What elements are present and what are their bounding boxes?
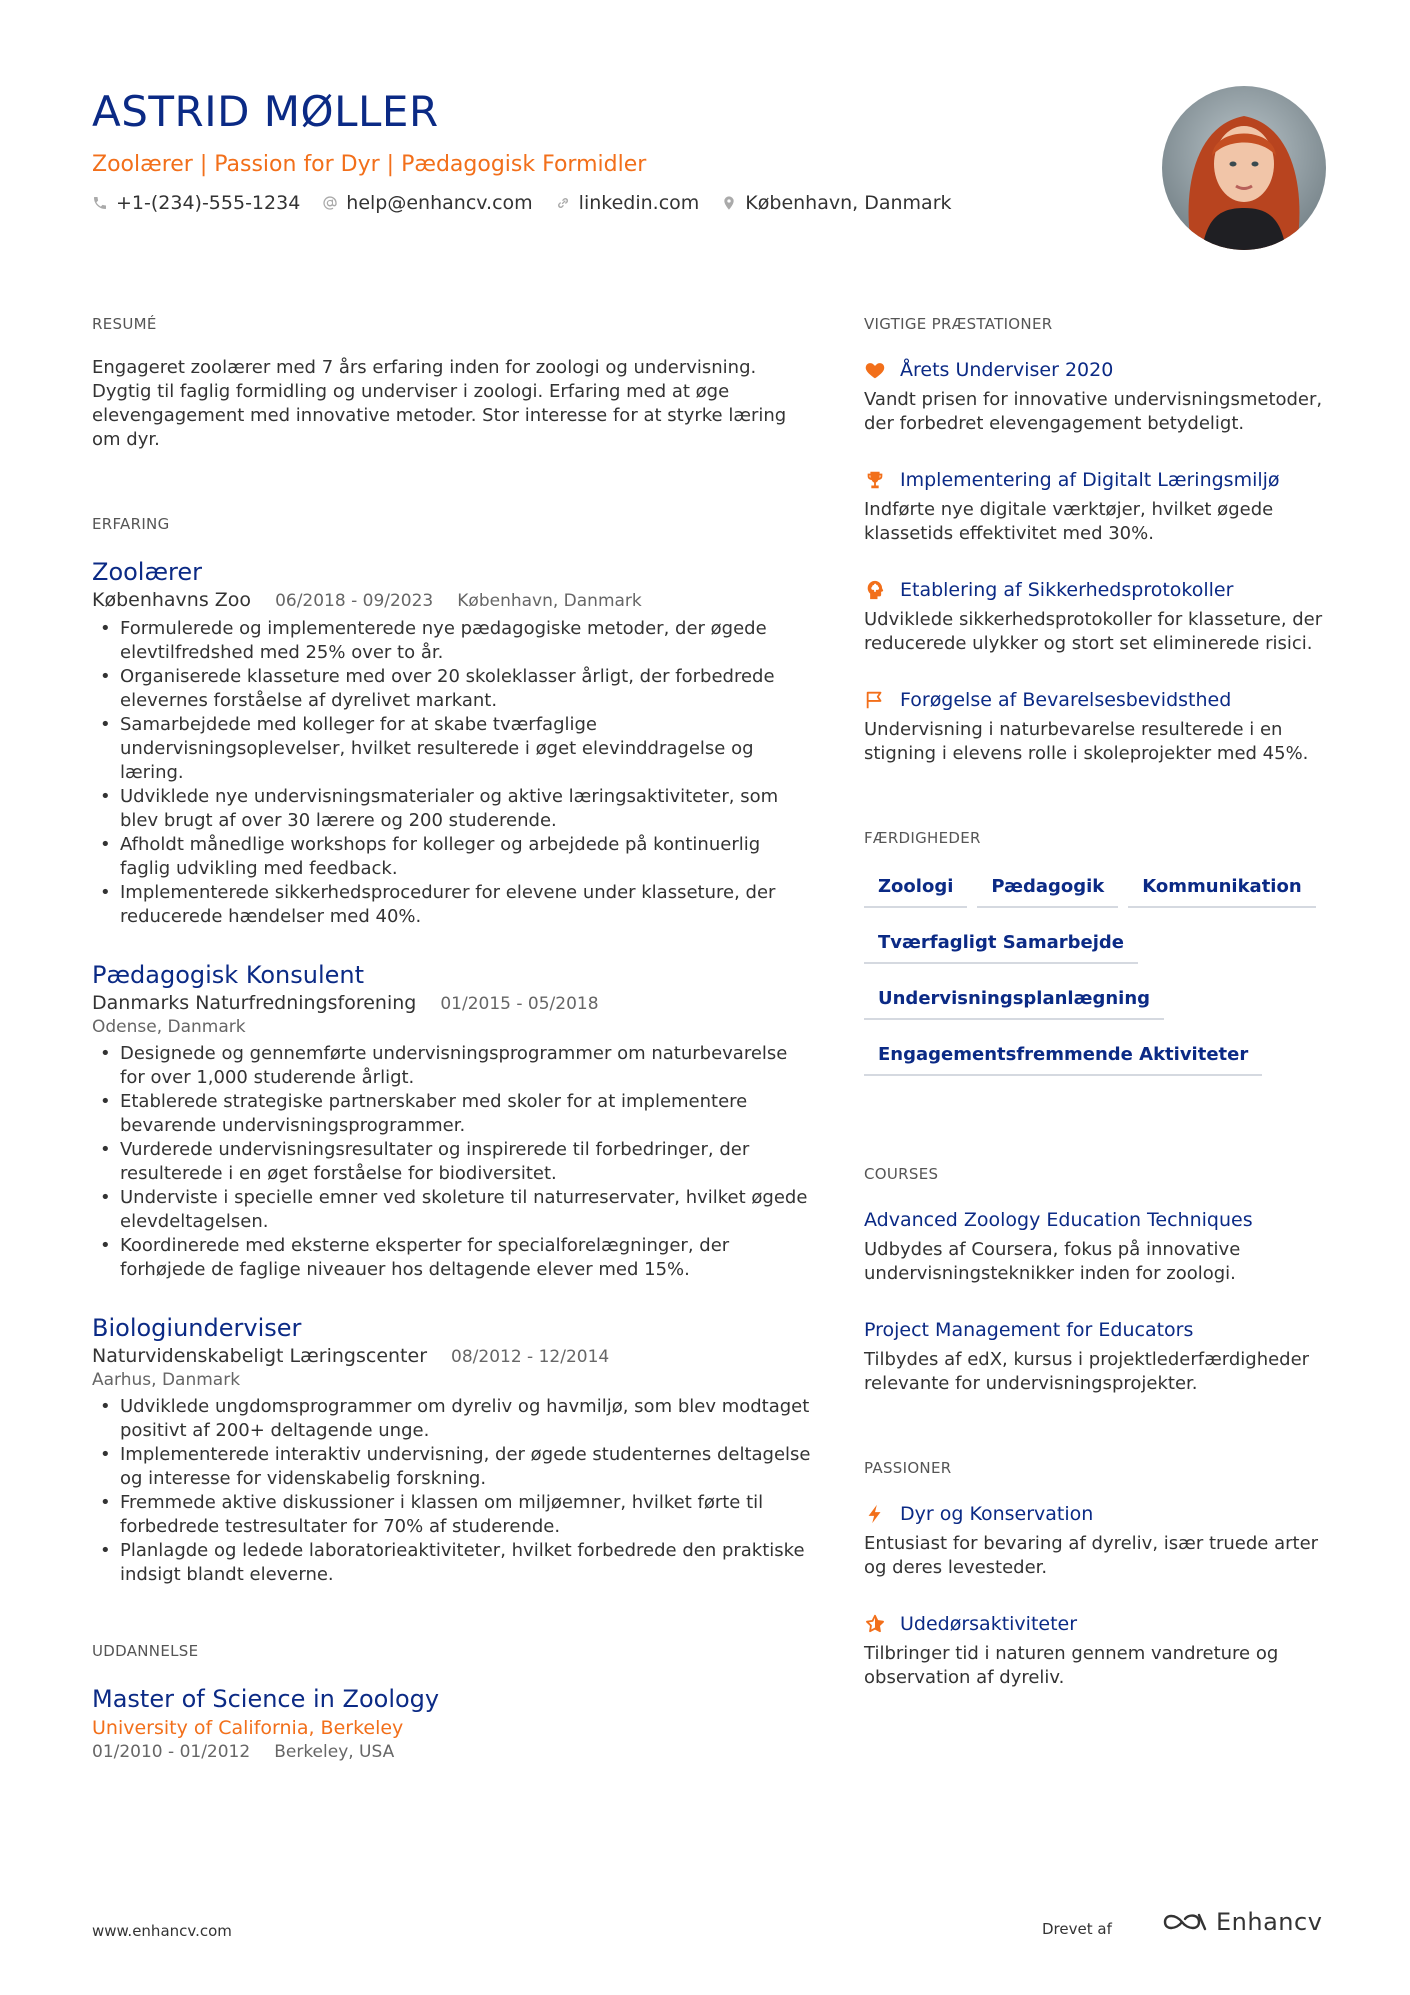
- education-meta: [92, 1741, 812, 1763]
- achievement-desc: Udviklede sikkerhedsprotokoller for klasseture, der reducerede ulykker og stort set eliminerede risici.: [864, 609, 1323, 654]
- achievement-title: Implementering af Digitalt Læringsmiljø: [900, 469, 1280, 491]
- job-bullet: • Afholdt månedlige workshops for kolleger og arbejdede på kontinuerlig faglig udvikling med feedback.: [92, 833, 812, 881]
- phone-number: +1-(234)-555-1234: [116, 192, 301, 214]
- flag-icon: [864, 689, 886, 711]
- bolt-icon: [864, 1503, 886, 1525]
- resume-header: [92, 84, 1152, 216]
- heart-icon: [864, 359, 886, 381]
- job-dates: 06/2018 - 09/2023: [275, 591, 434, 611]
- job-company: Naturvidenskabeligt Læringscenter: [92, 1345, 428, 1367]
- course-item: [864, 1206, 1334, 1286]
- achievement-item: [864, 576, 1334, 656]
- linkedin-link[interactable]: linkedin.com: [578, 192, 700, 214]
- passion-title: Udedørsaktiviteter: [900, 1613, 1078, 1635]
- course-desc: Udbydes af Coursera, fokus på innovative undervisningsteknikker inden for zoologi.: [864, 1239, 1241, 1284]
- left-column: [92, 314, 812, 1763]
- education-degree: Master of Science in Zoology: [92, 1685, 440, 1713]
- job-bullet: • Organiserede klasseture med over 20 skoleklasser årligt, der forbedrede elevernes forståelse af dyrelivet markant.: [92, 665, 812, 713]
- job-title: Biologiunderviser: [92, 1314, 302, 1342]
- achievement-title: Årets Underviser 2020: [900, 359, 1114, 381]
- job-bullets: [92, 617, 812, 929]
- job-bullets: [92, 1042, 812, 1282]
- contact-linkedin[interactable]: [555, 190, 700, 216]
- skill-tag: Undervisningsplanlægning: [864, 982, 1164, 1020]
- job-title: Zoolærer: [92, 558, 203, 586]
- achievements-heading: VIGTIGE PRÆSTATIONER: [864, 315, 1053, 333]
- job-entry: [92, 959, 812, 1282]
- job-dates: 08/2012 - 12/2014: [451, 1347, 610, 1367]
- job-bullets: [92, 1395, 812, 1587]
- skill-tag: Kommunikation: [1128, 870, 1315, 908]
- summary-text: Engageret zoolærer med 7 års erfaring inden for zoologi og undervisning. Dygtig til faglig formidling og underviser i zoologi. Erfaring med at øge elevengagement med innovative metoder. Stor interesse for at styrke læring om dyr.: [92, 357, 787, 450]
- skill-tag: Zoologi: [864, 870, 967, 908]
- job-company: Danmarks Naturfredningsforening: [92, 992, 417, 1014]
- achievement-item: [864, 356, 1334, 436]
- skills-heading: FÆRDIGHEDER: [864, 829, 981, 847]
- right-column: [864, 314, 1334, 1690]
- course-title: Project Management for Educators: [864, 1319, 1194, 1341]
- achievement-item: [864, 466, 1334, 546]
- education-location: Berkeley, USA: [274, 1742, 395, 1762]
- achievement-desc: Vandt prisen for innovative undervisningsmetoder, der forbedret elevengagement betydeligt.: [864, 389, 1323, 434]
- job-location: Aarhus, Danmark: [92, 1370, 241, 1390]
- brain-head-icon: [864, 579, 886, 601]
- footer-url[interactable]: www.enhancv.com: [92, 1922, 232, 1940]
- job-bullet: • Formulerede og implementerede nye pædagogiske metoder, der øgede elevtilfredshed med 25% over to år.: [92, 617, 812, 665]
- job-meta: [92, 991, 812, 1016]
- job-dates: 01/2015 - 05/2018: [440, 994, 599, 1014]
- job-bullet: • Implementerede sikkerhedsprocedurer for elevene under klasseture, der reducerede hændelser med 40%.: [92, 881, 812, 929]
- link-icon: [555, 195, 571, 211]
- job-bullet: • Designede og gennemførte undervisningsprogrammer om naturbevarelse for over 1,000 studerende årligt.: [92, 1042, 812, 1090]
- passion-desc: Entusiast for bevaring af dyreliv, især truede arter og deres levesteder.: [864, 1533, 1319, 1578]
- job-entry: [92, 1312, 812, 1587]
- skills-list: [864, 870, 1334, 1094]
- courses-heading: COURSES: [864, 1165, 939, 1183]
- course-item: [864, 1316, 1334, 1396]
- achievement-desc: Indførte nye digitale værktøjer, hvilket øgede klassetids effektivitet med 30%.: [864, 499, 1274, 544]
- at-sign-icon: [322, 195, 338, 211]
- passions-heading: PASSIONER: [864, 1459, 952, 1477]
- job-bullet: • Underviste i specielle emner ved skoleture til naturreservater, hvilket øgede elevdeltagelsen.: [92, 1186, 812, 1234]
- trophy-icon: [864, 469, 886, 491]
- candidate-name: ASTRID MØLLER: [92, 87, 439, 136]
- education-school: University of California, Berkeley: [92, 1717, 404, 1739]
- education-dates: 01/2010 - 01/2012: [92, 1742, 251, 1762]
- skill-tag: Engagementsfremmende Aktiviteter: [864, 1038, 1262, 1076]
- job-bullet: • Etablerede strategiske partnerskaber med skoler for at implementere bevarende undervisningsprogrammer.: [92, 1090, 812, 1138]
- job-bullet: • Samarbejdede med kolleger for at skabe tværfaglige undervisningsoplevelser, hvilket resulterede i øget elevinddragelse og læring.: [92, 713, 812, 785]
- summary-heading: RESUMÉ: [92, 315, 157, 333]
- candidate-headline: Zoolærer | Passion for Dyr | Pædagogisk Formidler: [92, 152, 647, 177]
- phone-icon: [92, 195, 108, 211]
- contact-info: [92, 190, 1152, 216]
- location-text: København, Danmark: [745, 192, 952, 214]
- achievement-title: Etablering af Sikkerhedsprotokoller: [900, 579, 1234, 601]
- passion-title: Dyr og Konservation: [900, 1503, 1094, 1525]
- job-bullet: • Planlagde og ledede laboratorieaktiviteter, hvilket forbedrede den praktiske indsigt blandt eleverne.: [92, 1539, 812, 1587]
- contact-location: [721, 190, 951, 216]
- job-bullet: • Fremmede aktive diskussioner i klassen om miljøemner, hvilket førte til forbedrede testresultater for 70% af studerende.: [92, 1491, 812, 1539]
- brand-name: Enhancv: [1216, 1908, 1323, 1936]
- email-address[interactable]: help@enhancv.com: [346, 192, 533, 214]
- contact-email[interactable]: [322, 190, 532, 216]
- job-meta: [92, 588, 812, 613]
- job-bullet: • Koordinerede med eksterne eksperter for specialforelægninger, der forhøjede de faglige niveauer hos deltagende elever med 15%.: [92, 1234, 812, 1282]
- job-entry: [92, 556, 812, 929]
- job-bullet: • Udviklede ungdomsprogrammer om dyreliv og havmiljø, som blev modtaget positivt af 200+ deltagende unge.: [92, 1395, 812, 1443]
- job-location: København, Danmark: [457, 591, 642, 611]
- achievement-item: [864, 686, 1334, 766]
- enhancv-logo-icon: [1162, 1909, 1208, 1935]
- job-title: Pædagogisk Konsulent: [92, 961, 365, 989]
- avatar: [1162, 86, 1326, 250]
- achievement-title: Forøgelse af Bevarelsesbevidsthed: [900, 689, 1232, 711]
- course-desc: Tilbydes af edX, kursus i projektlederfærdigheder relevante for undervisningsprojekter.: [864, 1349, 1310, 1394]
- job-bullet: • Udviklede nye undervisningsmaterialer og aktive læringsaktiviteter, som blev brugt af over 30 lærere og 200 studerende.: [92, 785, 812, 833]
- job-company: Københavns Zoo: [92, 589, 252, 611]
- footer-powered-by: Drevet af: [1042, 1920, 1112, 1938]
- location-pin-icon: [721, 195, 737, 211]
- passion-desc: Tilbringer tid i naturen gennem vandreture og observation af dyreliv.: [864, 1643, 1279, 1688]
- star-icon: [864, 1613, 886, 1635]
- job-meta: [92, 1344, 812, 1369]
- contact-phone: [92, 190, 300, 216]
- job-bullet: • Vurderede undervisningsresultater og inspirerede til forbedringer, der resulterede i en øget forståelse for biodiversitet.: [92, 1138, 812, 1186]
- passion-item: [864, 1500, 1334, 1580]
- achievement-desc: Undervisning i naturbevarelse resulterede i en stigning i elevens rolle i skoleprojekter med 45%.: [864, 719, 1309, 764]
- job-bullet: • Implementerede interaktiv undervisning, der øgede studenternes deltagelse og interesse for videnskabelig forskning.: [92, 1443, 812, 1491]
- passion-item: [864, 1610, 1334, 1690]
- skill-tag: Pædagogik: [977, 870, 1118, 908]
- experience-heading: ERFARING: [92, 515, 170, 533]
- education-heading: UDDANNELSE: [92, 1642, 199, 1660]
- brand-logo[interactable]: [1162, 1908, 1322, 1936]
- skill-tag: Tværfagligt Samarbejde: [864, 926, 1138, 964]
- job-location: Odense, Danmark: [92, 1017, 246, 1037]
- course-title: Advanced Zoology Education Techniques: [864, 1209, 1253, 1231]
